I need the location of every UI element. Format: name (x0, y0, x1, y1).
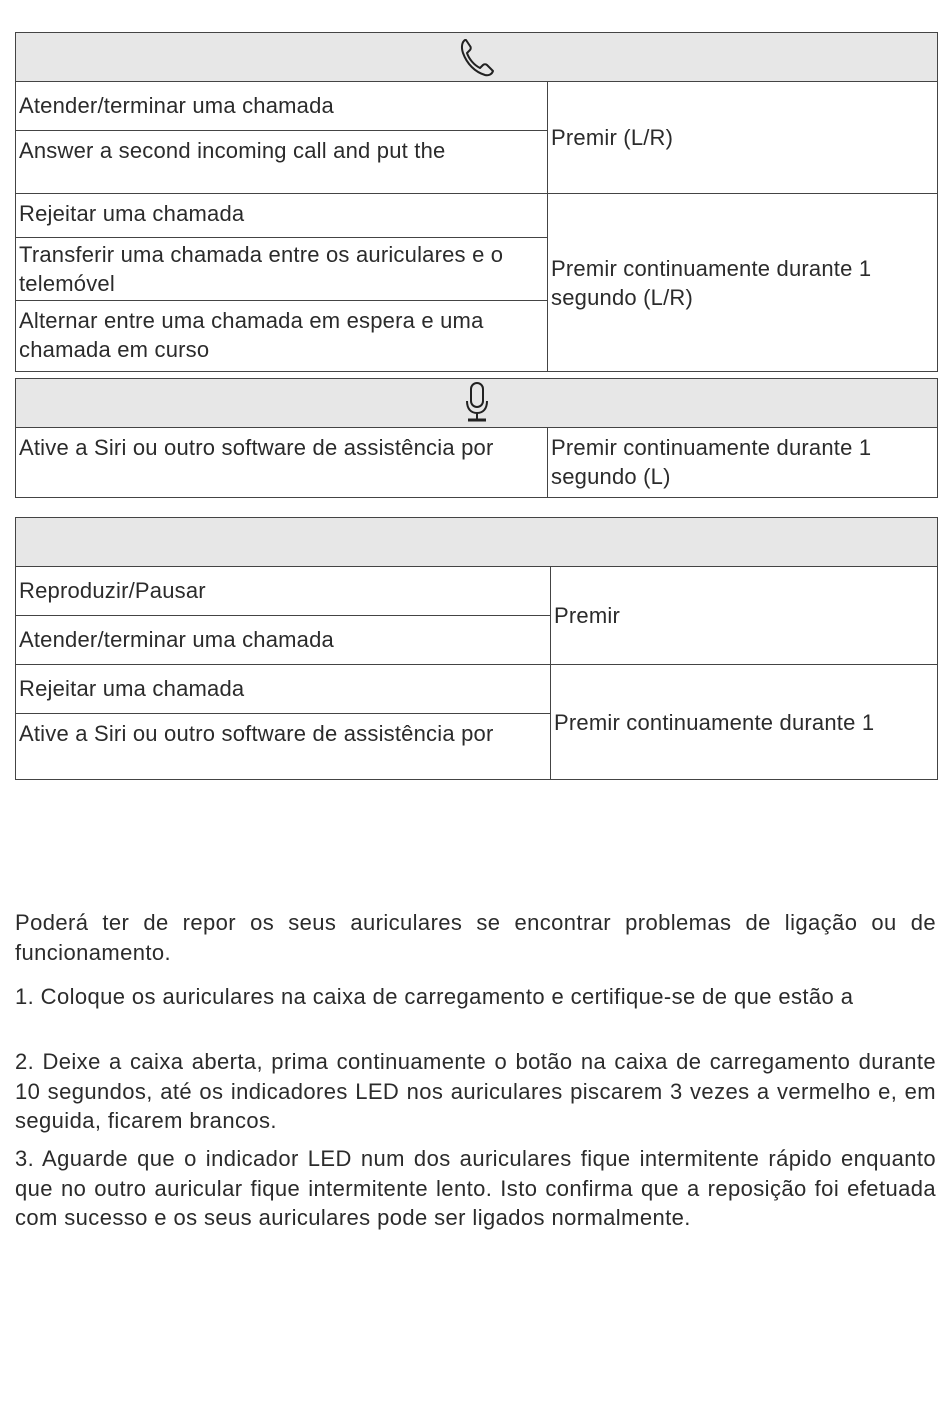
call-controls-header (16, 33, 938, 82)
reset-step-2: 2. Deixe a caixa aberta, prima continuamente o botão na caixa de carregamento durante 10 segundos, até os indicadores LED nos auriculares piscarem 3 vezes a vermelho e, em seguida, ficarem brancos. (15, 1049, 936, 1133)
action-cell: Premir continuamente durante 1 (551, 665, 938, 780)
call-controls-table (15, 32, 938, 372)
voice-assistant-table (15, 378, 938, 498)
table-row: Atender/terminar uma chamada (16, 82, 548, 131)
reset-intro: Poderá ter de repor os seus auriculares se encontrar problemas de ligação ou de funcionamento. (15, 910, 936, 965)
table-row: Rejeitar uma chamada (16, 194, 548, 238)
action-cell: Premir continuamente durante 1 segundo (L) (548, 428, 938, 498)
action-cell: Premir (L/R) (548, 82, 938, 194)
action-cell: Premir (551, 567, 938, 665)
table-row: Answer a second incoming call and put the (16, 131, 548, 194)
table-row: Alternar entre uma chamada em espera e uma chamada em curso (16, 301, 548, 372)
table-row: Reproduzir/Pausar (16, 567, 551, 616)
action-cell: Premir continuamente durante 1 segundo (L/R) (548, 194, 938, 372)
table-row: Transferir uma chamada entre os auriculares e o telemóvel (16, 238, 548, 301)
voice-assistant-header (16, 379, 938, 428)
table-row: Ative a Siri ou outro software de assistência por (16, 714, 551, 780)
table-row: Rejeitar uma chamada (16, 665, 551, 714)
microphone-icon (16, 381, 937, 425)
reset-step-3: 3. Aguarde que o indicador LED num dos auriculares fique intermitente rápido enquanto que no outro auricular fique intermitente lento. Isto confirma que a reposição foi efetuada com sucesso e os seus auriculares pode ser ligados normalmente. (15, 1146, 936, 1230)
media-controls-table (15, 517, 938, 780)
table-row: Atender/terminar uma chamada (16, 616, 551, 665)
phone-icon (16, 36, 937, 78)
media-controls-header (16, 518, 938, 567)
table-row: Ative a Siri ou outro software de assistência por (16, 428, 548, 498)
reset-step-1: 1. Coloque os auriculares na caixa de carregamento e certifique-se de que estão a (15, 984, 854, 1009)
